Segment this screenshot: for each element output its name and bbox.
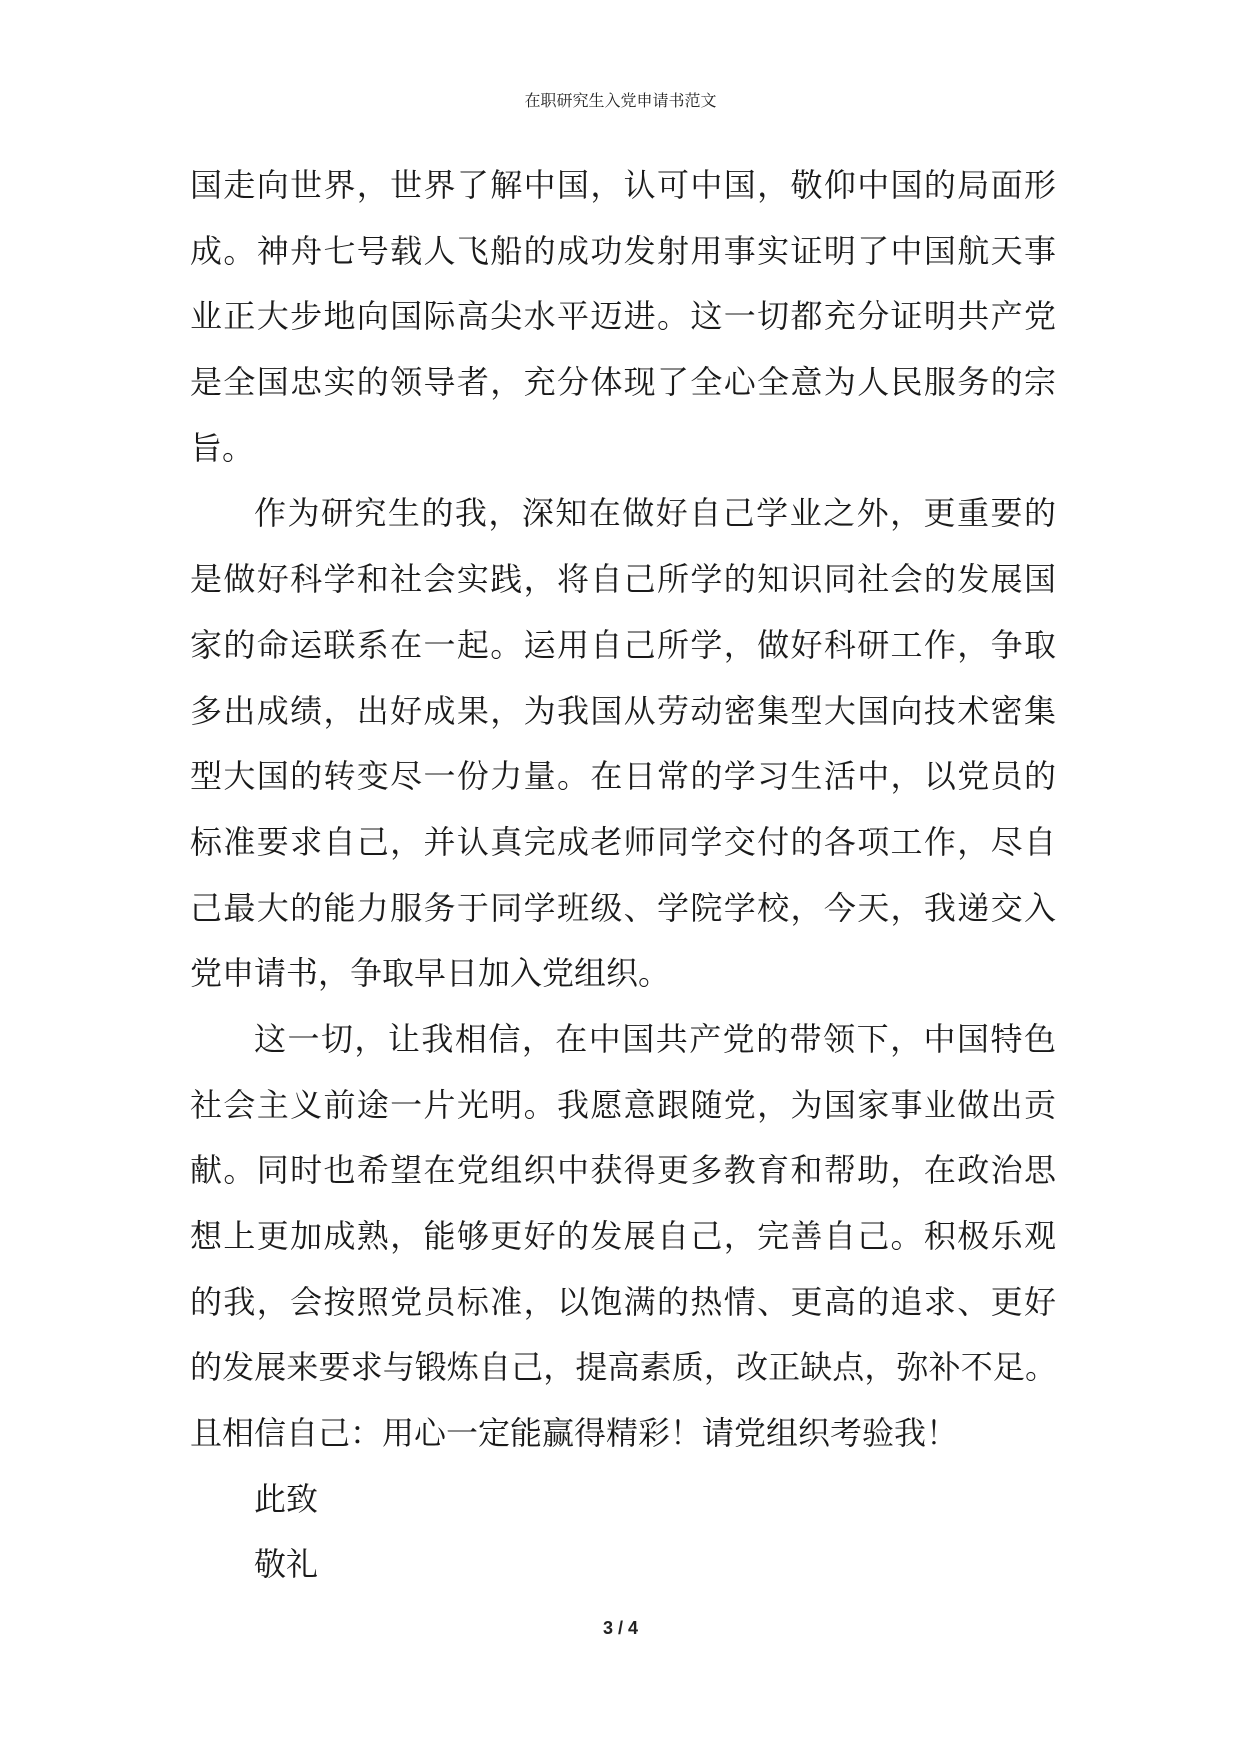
paragraph bbox=[190, 153, 1056, 481]
closing-salutation bbox=[190, 1467, 1056, 1533]
text-line: 敬礼 bbox=[254, 1545, 319, 1584]
running-header: 在职研究生入党申请书范文 bbox=[524, 91, 717, 110]
page-number: 3 / 4 bbox=[602, 1618, 639, 1638]
text-line: 己最大的能力服务于同学班级、学院学校，今天，我递交入 bbox=[190, 888, 1056, 927]
text-line: 党申请书，争取早日加入党组织。 bbox=[190, 954, 671, 993]
text-line: 的我，会按照党员标准，以饱满的热情、更高的追求、更好 bbox=[190, 1282, 1056, 1321]
text-line: 且相信自己：用心一定能赢得精彩！请党组织考验我！ bbox=[190, 1414, 959, 1453]
closing-regards bbox=[190, 1532, 1056, 1598]
text-line: 此致 bbox=[254, 1479, 319, 1518]
text-line: 是做好科学和社会实践，将自己所学的知识同社会的发展国 bbox=[190, 560, 1056, 599]
paragraph bbox=[190, 1007, 1056, 1467]
text-line: 是全国忠实的领导者，充分体现了全心全意为人民服务的宗 bbox=[190, 363, 1056, 402]
text-line: 旨。 bbox=[190, 428, 255, 467]
text-line: 成。神舟七号载人飞船的成功发射用事实证明了中国航天事 bbox=[190, 231, 1056, 270]
text-line: 想上更加成熟，能够更好的发展自己，完善自己。积极乐观 bbox=[190, 1217, 1056, 1255]
document-body bbox=[190, 153, 1056, 1598]
text-line: 献。同时也希望在党组织中获得更多教育和帮助，在政治思 bbox=[190, 1151, 1056, 1190]
text-line: 家的命运联系在一起。运用自己所学，做好科研工作，争取 bbox=[190, 625, 1056, 664]
text-line: 的发展来要求与锻炼自己，提高素质，改正缺点，弥补不足。 bbox=[190, 1348, 1056, 1387]
text-line: 型大国的转变尽一份力量。在日常的学习生活中，以党员的 bbox=[190, 757, 1056, 796]
text-line: 标准要求自己，并认真完成老师同学交付的各项工作，尽自 bbox=[190, 822, 1056, 861]
text-line: 社会主义前途一片光明。我愿意跟随党，为国家事业做出贡 bbox=[190, 1085, 1056, 1124]
text-line: 业正大步地向国际高尖水平迈进。这一切都充分证明共产党 bbox=[190, 297, 1056, 336]
paragraph bbox=[190, 481, 1056, 1007]
text-line: 国走向世界，世界了解中国，认可中国，敬仰中国的局面形 bbox=[190, 166, 1056, 204]
text-line: 这一切，让我相信，在中国共产党的带领下，中国特色 bbox=[254, 1019, 1056, 1058]
text-line: 多出成绩，出好成果，为我国从劳动密集型大国向技术密集 bbox=[190, 691, 1056, 730]
text-line: 作为研究生的我，深知在做好自己学业之外，更重要的 bbox=[254, 494, 1056, 533]
